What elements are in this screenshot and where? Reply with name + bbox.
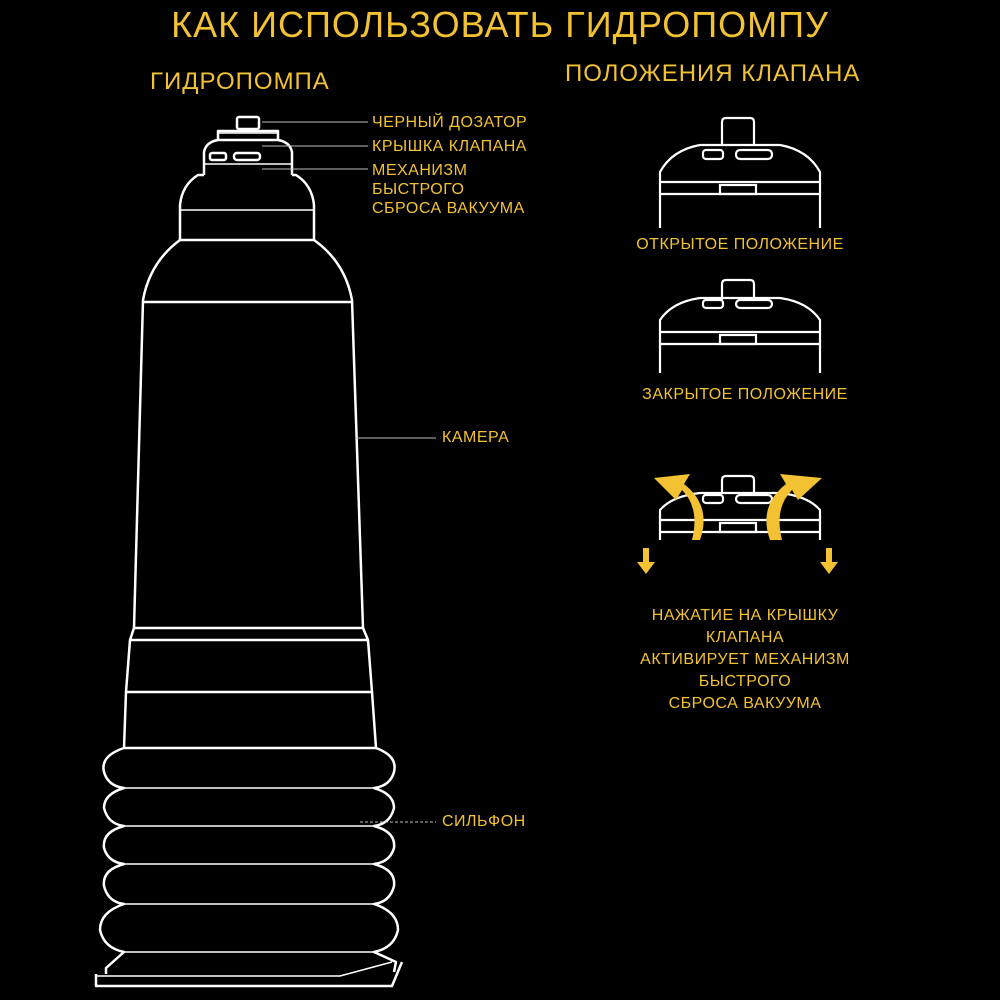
label-release-line-1: МЕХАНИЗМ (372, 162, 468, 179)
label-valve-cap: КРЫШКА КЛАПАНА (372, 138, 527, 155)
pump-bellows (96, 748, 402, 986)
caption-closed-position: ЗАКРЫТОЕ ПОЛОЖЕНИЕ (642, 386, 848, 403)
valve-open-drawing (660, 118, 820, 228)
press-note-line-3: АКТИВИРУЕТ МЕХАНИЗМ (640, 651, 850, 668)
press-note-line-4: БЫСТРОГО (698, 673, 792, 690)
pump-collar (124, 628, 376, 748)
dispenser-knob (218, 117, 278, 139)
label-release-line-3: СБРОСА ВАКУУМА (372, 200, 525, 217)
pump-heading: ГИДРОПОМПА (150, 68, 330, 95)
valve-positions-heading: ПОЛОЖЕНИЯ КЛАПАНА (565, 60, 861, 87)
arrow-down-right-icon (820, 548, 838, 574)
press-note-line-5: СБРОСА ВАКУУМА (668, 695, 822, 712)
arrow-down-left-icon (637, 548, 655, 574)
page-title: КАК ИСПОЛЬЗОВАТЬ ГИДРОПОМПУ (171, 4, 829, 45)
valve-closed-drawing (660, 280, 820, 373)
label-chamber: КАМЕРА (442, 429, 510, 446)
label-release-line-2: БЫСТРОГО (372, 181, 465, 198)
label-bellows: СИЛЬФОН (442, 813, 526, 830)
caption-open-position: ОТКРЫТОЕ ПОЛОЖЕНИЕ (636, 236, 844, 253)
press-note-line-2: КЛАПАНА (705, 629, 785, 646)
press-note-line-1: НАЖАТИЕ НА КРЫШКУ (651, 607, 839, 624)
leader-lines (262, 122, 436, 822)
label-dispenser: ЧЕРНЫЙ ДОЗАТОР (372, 114, 528, 131)
valve-cap (204, 140, 292, 175)
pump-chamber (134, 240, 363, 628)
pump-neck (180, 175, 314, 240)
arrow-curve-right-icon (766, 474, 822, 540)
